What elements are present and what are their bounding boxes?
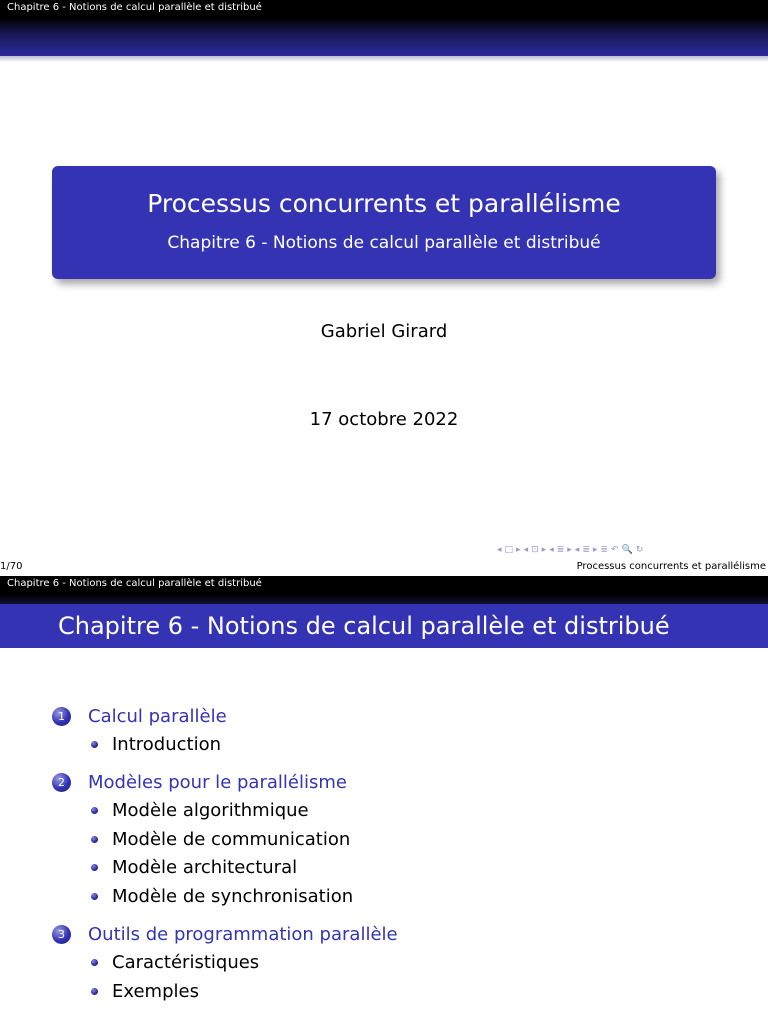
page-number: 1/70	[0, 561, 23, 572]
bullet-icon	[91, 836, 98, 843]
nav-prev-subsection-icon[interactable]: ◂	[549, 545, 554, 555]
bullet-icon	[91, 959, 98, 966]
section-number-ball-icon: 3	[52, 925, 71, 944]
toc-subsection-row[interactable]	[52, 977, 752, 1006]
toc-section-link[interactable]: Outils de programmation parallèle	[88, 924, 398, 945]
nav-slide-icon[interactable]: ⊡	[531, 545, 539, 555]
toc-subsection-link[interactable]: Caractéristiques	[112, 952, 260, 974]
toc-section-link[interactable]: Calcul parallèle	[88, 705, 227, 727]
header-band-shadow	[0, 56, 768, 62]
nav-next-section-icon[interactable]: ▸	[592, 545, 598, 555]
presentation-subtitle: Chapitre 6 - Notions de calcul parallèle et distribué	[167, 233, 601, 253]
nav-section-icon[interactable]: ≣	[582, 545, 590, 555]
presentation-date: 17 octobre 2022	[309, 409, 459, 430]
nav-forward-icon[interactable]: ↻	[635, 545, 644, 555]
toc-subsection-link[interactable]: Exemples	[112, 980, 199, 1002]
title-block	[52, 166, 716, 279]
outline-slide	[0, 576, 768, 1024]
bullet-icon	[91, 893, 98, 900]
nav-next-subsection-icon[interactable]: ▸	[567, 545, 572, 555]
toc-section-link[interactable]: Modèles pour le parallélisme	[88, 772, 347, 793]
toc-subsection-link[interactable]: Modèle algorithmique	[112, 800, 309, 822]
nav-prev-frame-icon[interactable]: ◂	[497, 545, 502, 555]
navigation-symbols[interactable]	[497, 543, 765, 557]
toc-section	[52, 769, 752, 911]
table-of-contents	[52, 702, 752, 1016]
presentation-title: Processus concurrents et parallélisme	[147, 189, 621, 218]
headline-text: Chapitre 6 - Notions de calcul parallèle et distribué	[7, 2, 262, 13]
headline-text: Chapitre 6 - Notions de calcul parallèle et distribué	[7, 578, 262, 589]
nav-back-icon[interactable]: ↶	[610, 545, 619, 555]
toc-subsection-link[interactable]: Introduction	[112, 733, 222, 755]
section-number-ball-icon: 1	[52, 707, 71, 726]
toc-subsection-link[interactable]: Modèle de communication	[112, 828, 351, 850]
toc-subsection-row[interactable]	[52, 730, 752, 759]
toc-subsection-link[interactable]: Modèle de synchronisation	[112, 885, 354, 907]
toc-subsection-link[interactable]: Modèle architectural	[112, 857, 298, 879]
nav-next-slide-icon[interactable]: ▸	[541, 545, 547, 555]
toc-subsection-row[interactable]	[52, 882, 752, 911]
nav-prev-slide-icon[interactable]: ◂	[523, 545, 529, 555]
nav-prev-section-icon[interactable]: ◂	[574, 545, 580, 555]
author-name: Gabriel Girard	[320, 321, 448, 342]
frame-title: Chapitre 6 - Notions de calcul parallèle et distribué	[58, 612, 670, 640]
slide-headline	[0, 576, 768, 594]
nav-subsection-icon[interactable]: ≣	[556, 545, 565, 555]
section-number-ball-icon: 2	[52, 773, 71, 792]
toc-section-row[interactable]	[52, 769, 752, 797]
toc-subsection-row[interactable]	[52, 949, 752, 978]
toc-subsection-row[interactable]	[52, 854, 752, 883]
toc-section	[52, 921, 752, 1006]
toc-subsection-row[interactable]	[52, 825, 752, 854]
slide-headline	[0, 0, 768, 18]
toc-subsection-row[interactable]	[52, 797, 752, 826]
nav-document-icon[interactable]: ≣	[600, 545, 608, 555]
footer-title: Processus concurrents et parallélisme	[576, 561, 766, 572]
bullet-icon	[91, 864, 98, 871]
toc-section-row[interactable]	[52, 702, 752, 730]
header-band	[0, 18, 768, 56]
nav-frame-icon[interactable]: □	[504, 545, 514, 555]
frame-title-bar	[0, 604, 768, 648]
bullet-icon	[91, 741, 98, 748]
nav-search-icon[interactable]: 🔍	[621, 545, 633, 555]
toc-section-row[interactable]	[52, 921, 752, 949]
bullet-icon	[91, 807, 98, 814]
bullet-icon	[91, 988, 98, 995]
toc-section	[52, 702, 752, 759]
nav-next-frame-icon[interactable]: ▸	[516, 545, 521, 555]
